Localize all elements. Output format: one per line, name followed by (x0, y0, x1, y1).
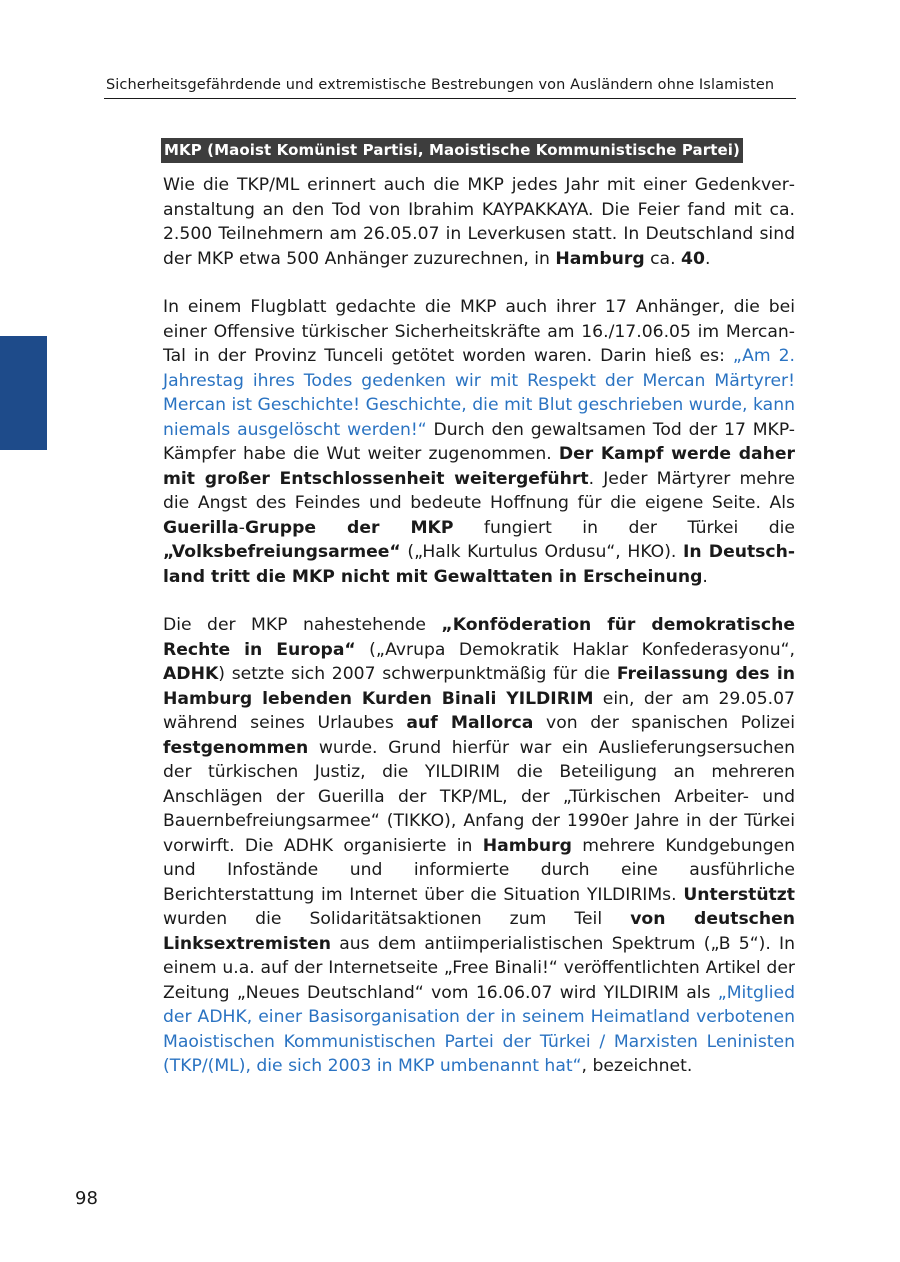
quote: „Am 2. Jahrestag ihres Todes gedenken wir mit Respekt der Mercan Märtyrer! Mercan ist Geschichte! Geschichte, die mit Blut geschrieben wurde, kann niemals ausgelöscht werden!“ (163, 346, 795, 440)
emphasis: Freilassung des in Hamburg lebenden Kurden Binali YILDIRIM (163, 664, 795, 709)
emphasis: auf Mallorca (406, 713, 534, 733)
emphasis: von deutschen Linksextremisten (163, 909, 795, 954)
emphasis: festgenommen (163, 737, 309, 758)
emphasis: ADHK (163, 664, 219, 684)
text: - (238, 517, 245, 538)
emphasis: Der Kampf werde daher mit großer Entschlossenheit weitergeführt (163, 444, 796, 489)
emphasis: In Deutschland tritt die MKP nicht mit Gewalttaten in Erscheinung (163, 542, 795, 587)
running-header: Sicherheitsgefährdende und extremistische Bestrebungen von Ausländern ohne Islamisten (106, 77, 775, 93)
text: . (702, 566, 708, 587)
quote: „Mitglied der ADHK, einer Basisorganisation der in seinem Heimatland verbotenen Maoistischen Kommunistischen Partei der Türkei / Marxisten Leninisten (TKP/(ML), die sich 2003 in MKP umbenannt hat“ (163, 982, 795, 1076)
header-rule (104, 98, 796, 99)
text: . Jeder Märtyrer mehre die Angst des Feindes und bedeute Hoffnung für die eigene Seite. Als (163, 468, 795, 513)
page-content (163, 138, 795, 1103)
emphasis: Unterstützt (683, 884, 795, 905)
text: Durch den gewaltsamen Tod der 17 MKP-Kämpfer habe die Wut weiter zugenommen. (163, 419, 796, 464)
text: („Avrupa Demokratik Haklar Konfederasyonu“, (355, 639, 795, 660)
text: Die der MKP nahestehende (163, 615, 442, 635)
text: von der spanischen Polizei (533, 713, 795, 733)
section-heading: MKP (Maoist Komünist Partisi, Maoistische Kommunistische Partei) (161, 138, 743, 163)
text: In einem Flugblatt gedachte die MKP auch ihrer 17 Anhänger, die bei einer Offensive türkischer Sicherheitskräfte am 16./17.06.05 im Mercan-Tal in der Provinz Tunceli getötet worden waren. Darin hieß es: (163, 297, 795, 366)
text: fungiert in der Türkei die (453, 517, 795, 538)
text: . (704, 248, 711, 269)
paragraph-1 (163, 173, 795, 271)
emphasis: Hamburg (555, 248, 645, 269)
text: , bezeichnet. (581, 1056, 693, 1076)
emphasis: Hamburg (482, 835, 572, 856)
text: ) setzte sich 2007 schwerpunktmäßig für die (218, 664, 617, 684)
paragraph-2 (163, 295, 795, 589)
text: mehrere Kundgebungen und Infostände und informierte durch eine ausführliche Berichterstattung im Internet über die Situation YILDIRIMs. (163, 835, 795, 905)
text: ca. (644, 248, 682, 269)
text: ein, der am 29.05.07 während seines Urlaubes (163, 688, 795, 733)
text: wurde. Grund hierfür war ein Auslieferungsersuchen der türkischen Justiz, die YILDIRIM die Beteiligung an mehreren Anschlägen der Guerilla der TKP/ML, der „Türkischen Arbeiter- und Bauernbefreiungsarmee“ (TIKKO), Anfang der 1990er Jahre in der Türkei vorwirft. Die ADHK organisierte in (163, 737, 795, 856)
emphasis: „Konföderation für demokratische Rechte in Europa“ (163, 615, 795, 660)
text: aus dem antiimperialistischen Spektrum („B 5“). In einem u.a. auf der Internetseite „Free Binali!“ veröffentlichten Artikel der Zeitung „Neues Deutschland“ vom 16.06.07 wird YILDIRIM als (163, 933, 795, 1003)
emphasis: Guerilla (163, 517, 239, 538)
text: Wie die TKP/ML erinnert auch die MKP jedes Jahr mit einer Gedenkveranstaltung an den Tod von Ibrahim KAYPAKKAYA. Die Feier fand mit ca. 2.500 Teilnehmern am 26.05.07 in Leverkusen statt. In Deutschland sind der MKP etwa 500 Anhänger zuzurechnen, in (163, 175, 795, 269)
paragraph-3 (163, 613, 795, 1079)
emphasis: Gruppe der MKP (244, 517, 454, 538)
emphasis: „Volksbefreiungsarmee“ (163, 542, 401, 562)
chapter-side-tab (0, 336, 47, 450)
page-number: 98 (75, 1188, 98, 1209)
text: wurden die Solidaritätsaktionen zum Teil (163, 909, 631, 929)
emphasis: 40 (681, 248, 705, 269)
text: („Halk Kurtulus Ordusu“, HKO). (400, 542, 684, 562)
